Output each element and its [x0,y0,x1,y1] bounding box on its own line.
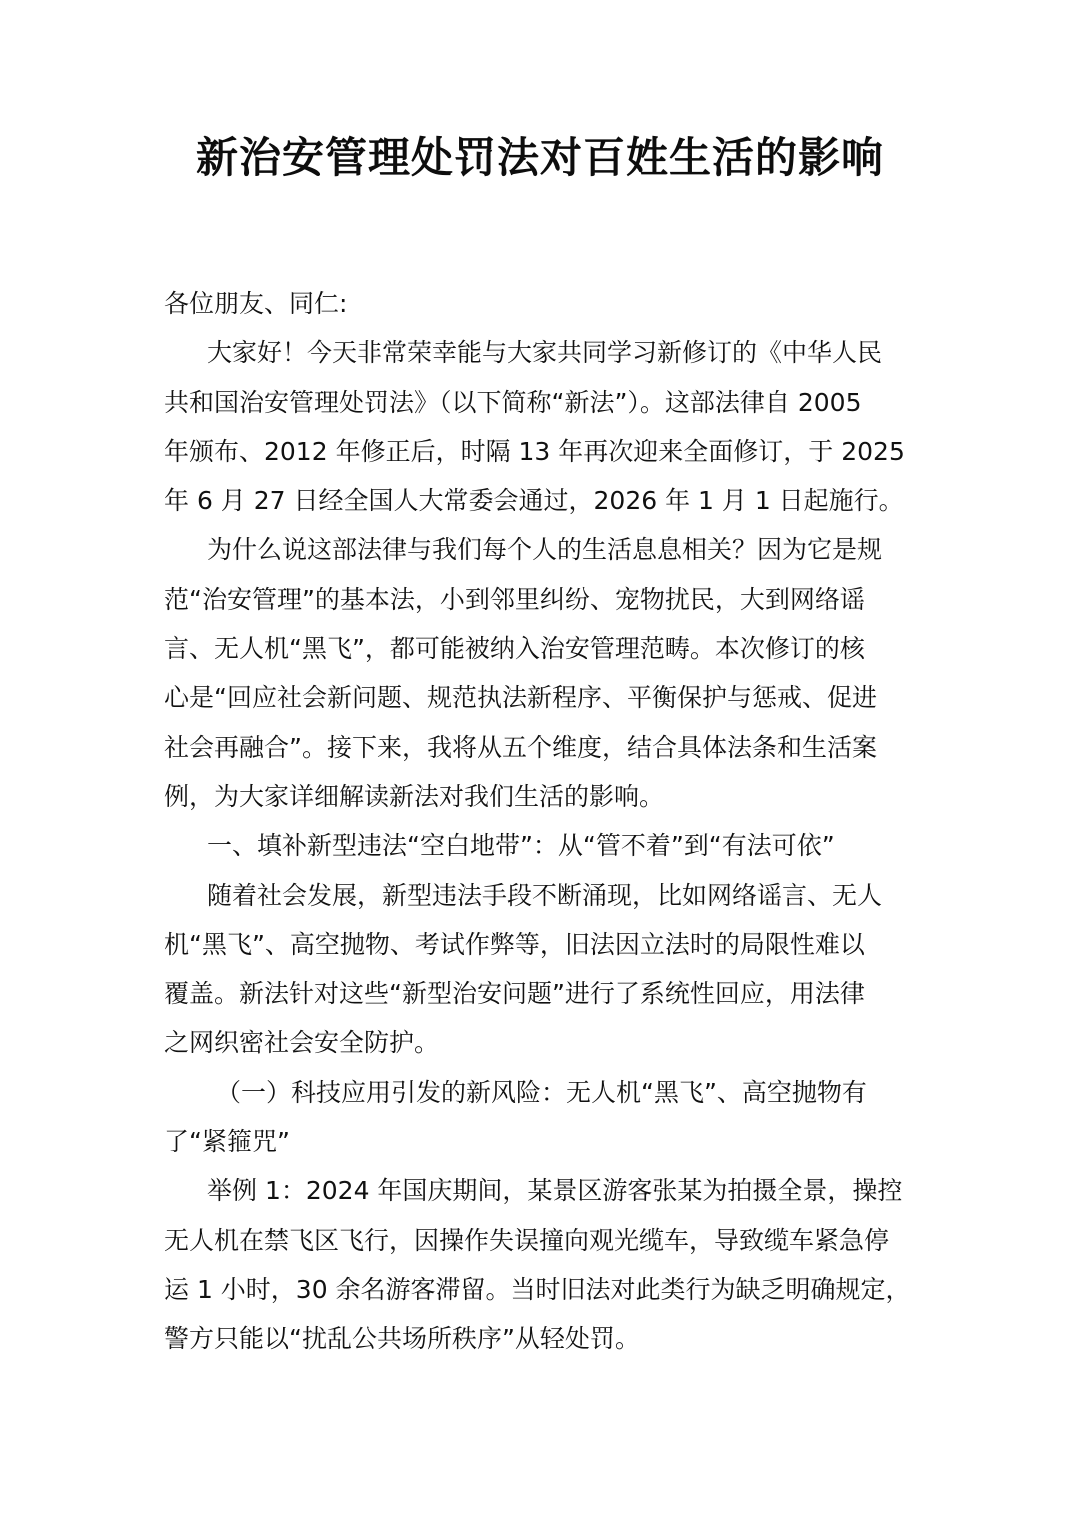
paragraph-line: 言、无人机“黑飞”，都可能被纳入治安管理范畴。本次修订的核 [164,634,865,664]
document-title: 新治安管理处罚法对百姓生活的影响 [195,133,884,182]
paragraph-line: 之网织密社会安全防护。 [164,1028,440,1058]
paragraph-line: 年颁布、2012 年修正后，时隔 13 年再次迎来全面修订，于 2025 [164,436,905,466]
example-line: 警方只能以“扰乱公共场所秩序”从轻处罚。 [164,1324,640,1354]
subsection-heading: （一）科技应用引发的新风险：无人机“黑飞”、高空抛物有 [216,1077,867,1107]
paragraph-line: 覆盖。新法针对这些“新型治安问题”进行了系统性回应，用法律 [164,979,865,1009]
salutation-line: 各位朋友、同仁: [164,289,348,318]
subsection-heading-continued: 了“紧箍咒” [164,1127,290,1157]
example-line: 无人机在禁飞区飞行，因操作失误撞向观光缆车，导致缆车紧急停 [164,1225,890,1255]
section-heading: 一、填补新型违法“空白地带”：从“管不着”到“有法可依” [207,831,835,861]
example-line: 运 1 小时，30 余名游客滞留。当时旧法对此类行为缺乏明确规定， [164,1274,911,1304]
paragraph-line: 年 6 月 27 日经全国人大常委会通过，2026 年 1 月 1 日起施行。 [164,486,904,516]
document-body [164,279,924,1364]
paragraph-line: 为什么说这部法律与我们每个人的生活息息相关？因为它是规 [207,535,883,565]
paragraph-line: 大家好！今天非常荣幸能与大家共同学习新修订的《中华人民 [207,338,883,368]
paragraph-line: 随着社会发展，新型违法手段不断涌现，比如网络谣言、无人 [207,880,883,910]
paragraph-line: 心是“回应社会新问题、规范执法新程序、平衡保护与惩戒、促进 [164,683,877,713]
paragraph-line: 机“黑飞”、高空抛物、考试作弊等，旧法因立法时的局限性难以 [164,929,865,959]
paragraph-line: 社会再融合”。接下来，我将从五个维度，结合具体法条和生活案 [164,732,877,762]
example-line: 举例 1：2024 年国庆期间，某景区游客张某为拍摄全景，操控 [207,1176,903,1206]
paragraph-line: 例，为大家详细解读新法对我们生活的影响。 [164,781,665,811]
paragraph-line: 范“治安管理”的基本法，小到邻里纠纷、宠物扰民，大到网络谣 [164,584,865,614]
paragraph-line: 共和国治安管理处罚法》（以下简称“新法”）。这部法律自 2005 [164,387,862,417]
